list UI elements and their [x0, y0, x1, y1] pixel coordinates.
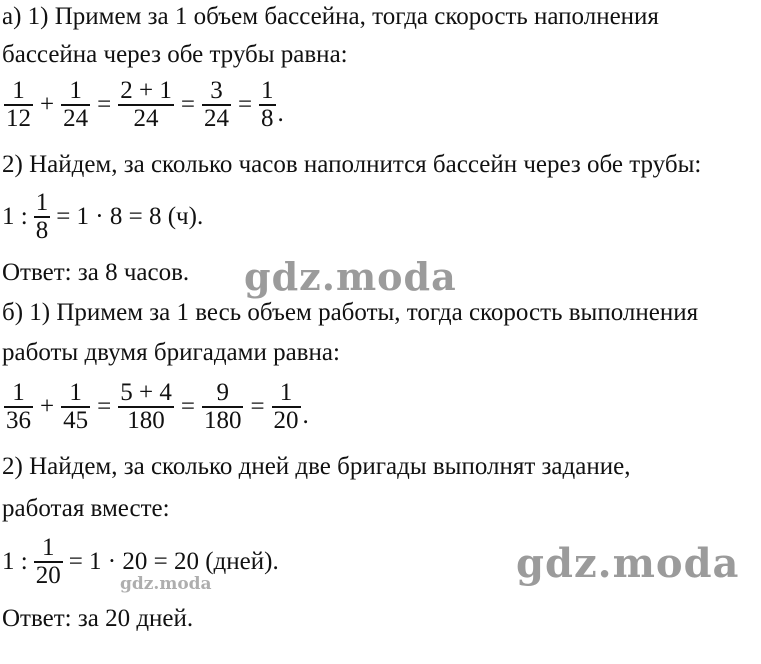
period: . — [277, 99, 284, 127]
operator: = — [180, 90, 195, 118]
fraction: $\frac{1}{12}$ — [6, 77, 31, 132]
part-a-line-3: 2) Найдем, за сколько часов наполнится бассейн через обе трубы: — [2, 151, 702, 178]
part-b-line-3: 2) Найдем, за сколько дней две бригады выполнят задание, — [2, 453, 631, 480]
fraction: $\frac{1}{45}$ — [63, 379, 89, 434]
period: . — [302, 401, 309, 429]
operator: = — [250, 392, 265, 420]
fraction: $\frac{1}{24}$ — [63, 77, 89, 132]
operator: + — [40, 90, 55, 118]
expression-start: 1 : — [2, 202, 28, 230]
part-a-answer: Ответ: за 8 часов. — [2, 259, 190, 286]
fraction: $\frac{5 + 4}{180}$ — [120, 379, 172, 434]
watermark-logo: gdz.moda — [120, 574, 212, 594]
operator: = — [237, 90, 253, 118]
fraction: $\frac{1}{36}$ — [6, 379, 31, 434]
operator: = — [97, 90, 112, 118]
watermark-logo: gdz.moda — [516, 540, 740, 587]
fraction: $\frac{3}{24}$ — [203, 77, 229, 132]
expression-rest: = 1 · 20 = 20 (дней). — [68, 547, 279, 575]
part-a-equation-2 — [2, 190, 203, 244]
part-b-line-1: б) 1) Примем за 1 весь объем работы, тогда скорость выполнения — [2, 299, 699, 326]
operator: = — [97, 392, 112, 420]
operator: + — [40, 392, 55, 420]
operator: = — [180, 392, 195, 420]
expression-rest: = 1 · 8 = 8 (ч). — [56, 202, 204, 230]
fraction: $\frac{9}{180}$ — [203, 379, 242, 434]
fraction: $\frac{1}{20}$ — [273, 379, 299, 434]
part-b-answer: Ответ: за 20 дней. — [2, 605, 194, 632]
part-a-equation-1 — [2, 78, 284, 132]
expression-start: 1 : — [2, 547, 28, 575]
part-b-equation-1 — [2, 380, 309, 434]
watermark-logo: gdz.moda — [244, 254, 457, 299]
part-b-line-2: работы двумя бригадами равна: — [2, 339, 340, 366]
fraction: $\frac{1}{20}$ — [35, 534, 61, 589]
fraction: $\frac{2 + 1}{24}$ — [120, 77, 172, 132]
part-b-line-4: работая вместе: — [2, 495, 170, 522]
fraction: $\frac{1}{8}$ — [261, 77, 274, 132]
fraction: $\frac{1}{8}$ — [35, 189, 49, 244]
part-a-line-1: а) 1) Примем за 1 объем бассейна, тогда скорость наполнения — [2, 3, 659, 30]
part-a-line-2: бассейна через обе трубы равна: — [2, 41, 348, 68]
